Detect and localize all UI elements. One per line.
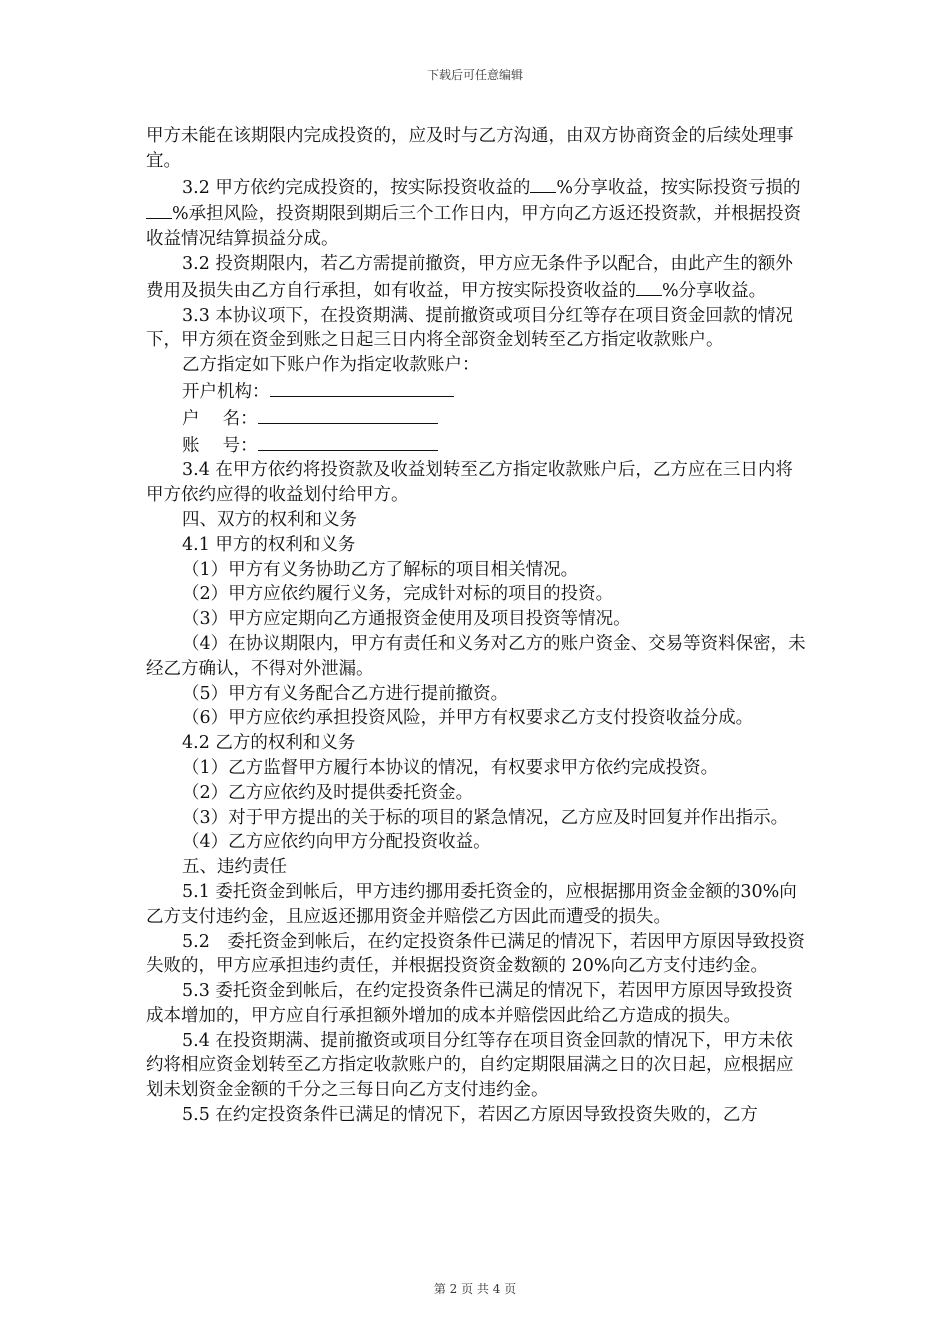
list-item: （1）乙方监督甲方履行本协议的情况，有权要求甲方依约完成投资。 — [182, 757, 719, 778]
paragraph-3-2-withdrawal: 3.2 投资期限内，若乙方需提前撤资，甲方应无条件予以配合，由此产生的额外费用及损失由乙方自行承担，如有收益，甲方按实际投资收益的 %分享收益。 — [146, 253, 793, 301]
blank-line — [636, 277, 662, 296]
paragraph-3-2-profit-share: 3.2 甲方依约完成投资的，按实际投资收益的 %分享收益，按实际投资亏损的%承担风险，投资期限到期后三个工作日内，甲方向乙方返还投资款，并根据投资收益情况结算损益分成。 — [146, 174, 806, 252]
account-number-field: 账 号： — [146, 432, 806, 459]
list-item: （4）乙方应依约向甲方分配投资收益。 — [182, 832, 491, 853]
list-item: （2）乙方应依约及时提供委托资金。 — [182, 782, 474, 803]
paragraph: 3.3 本协议项下，在投资期满、提前撤资或项目分红等存在项目资金回款的情况下，甲方须在资金到账之日起三日内将全部资金划转至乙方指定收款账户。 — [146, 305, 793, 351]
list-item: （6）甲方应依约承担投资风险，并甲方有权要求乙方支付投资收益分成。 — [182, 708, 754, 729]
subsection-heading: 4.2 乙方的权利和义务 — [182, 733, 356, 754]
section-heading: 四、双方的权利和义务 — [182, 509, 357, 530]
page-header: 下载后可任意编辑 — [426, 68, 523, 82]
subsection-heading: 4.1 甲方的权利和义务 — [182, 534, 356, 555]
page-footer: 第 2 页 共 4 页 — [433, 1282, 517, 1296]
blank-line — [530, 174, 556, 193]
blank-line — [270, 378, 454, 397]
list-item: （2）甲方应依约履行义务，完成针对标的项目的投资。 — [182, 584, 614, 605]
list-item: （3）甲方应定期向乙方通报资金使用及项目投资等情况。 — [182, 609, 631, 630]
paragraph: 5.4 在投资期满、提前撤资或项目分红等存在项目资金回款的情况下，甲方未依约将相应资金划转至乙方指定收款账户的，自约定期限届满之日的次日起，应根据应划未划资金金额的千分之三每日向乙方支付违约金。 — [146, 1030, 794, 1101]
paragraph: 5.1 委托资金到帐后，甲方违约挪用委托资金的，应根据挪用资金金额的30%向乙方支付违约金，且应返还挪用资金并赔偿乙方因此而遭受的损失。 — [146, 881, 797, 927]
paragraph: 5.5 在约定投资条件已满足的情况下，若因乙方原因导致投资失败的，乙方 — [182, 1105, 758, 1126]
blank-line — [146, 200, 172, 219]
paragraph: 5.3 委托资金到帐后，在约定投资条件已满足的情况下，若因甲方原因导致投资成本增加的，甲方应自行承担额外增加的成本并赔偿因此给乙方造成的损失。 — [146, 981, 793, 1026]
list-item: （1）甲方有义务协助乙方了解标的项目相关情况。 — [182, 559, 579, 580]
paragraph: 甲方未能在该期限内完成投资的，应及时与乙方沟通，由双方协商资金的后续处理事宜。 — [146, 126, 794, 171]
paragraph: 3.4 在甲方依约将投资款及收益划转至乙方指定收款账户后，乙方应在三日内将甲方依约应得的收益划付给甲方。 — [146, 460, 793, 506]
account-bank-field: 开户机构： — [146, 378, 806, 405]
blank-line — [258, 405, 438, 424]
paragraph: 乙方指定如下账户作为指定收款账户： — [182, 355, 480, 376]
document-body — [146, 124, 806, 1128]
blank-line — [258, 432, 438, 451]
section-heading: 五、违约责任 — [182, 857, 287, 878]
list-item: （3）对于甲方提出的关于标的项目的紧急情况，乙方应及时回复并作出指示。 — [182, 807, 789, 828]
paragraph: 5.2 委托资金到帐后，在约定投资条件已满足的情况下，若因甲方原因导致投资失败的，甲方应承担违约责任，并根据投资资金数额的 20%向乙方支付违约金。 — [146, 931, 805, 977]
account-name-field: 户 名： — [146, 405, 806, 432]
list-item: （4）在协议期限内，甲方有责任和义务对乙方的账户资金、交易等资料保密，未经乙方确认，不得对外泄漏。 — [146, 633, 806, 679]
list-item: （5）甲方有义务配合乙方进行提前撤资。 — [182, 683, 509, 704]
